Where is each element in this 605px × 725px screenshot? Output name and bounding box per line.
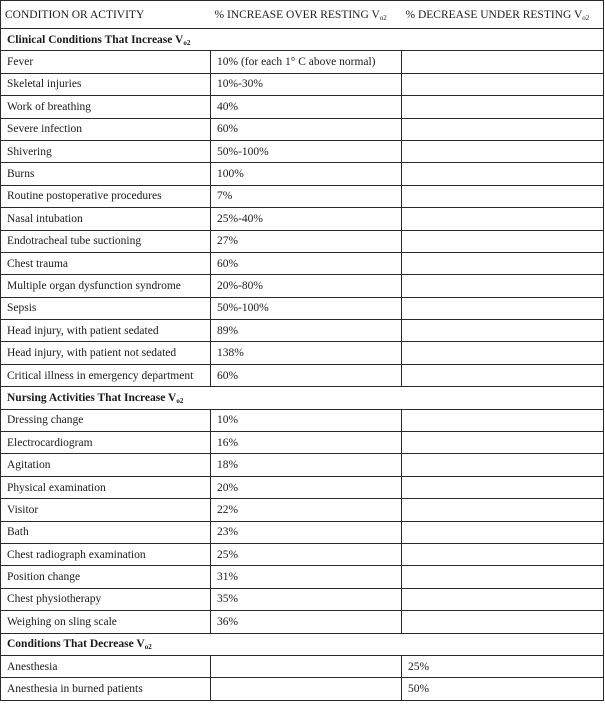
cell-decrease [402,454,604,476]
cell-increase: 22% [211,499,402,521]
cell-decrease [402,252,604,274]
table-row [1,252,604,274]
cell-increase: 20% [211,476,402,498]
table-row [1,611,604,633]
cell-increase: 50%-100% [211,297,402,319]
cell-condition: Sepsis [1,297,211,319]
table-row [1,364,604,386]
section-title [1,29,604,51]
cell-condition: Electrocardiogram [1,432,211,454]
table-row [1,73,604,95]
header-increase-label: % INCREASE OVER RESTING V [214,8,380,21]
cell-condition: Weighing on sling scale [1,611,211,633]
cell-condition: Chest radiograph examination [1,543,211,565]
cell-increase: 27% [211,230,402,252]
cell-decrease [402,51,604,73]
cell-increase: 138% [211,342,402,364]
table-row [1,275,604,297]
table-row [1,588,604,610]
cell-increase: 23% [211,521,402,543]
cell-increase [211,655,402,677]
cell-increase: 16% [211,432,402,454]
cell-decrease [402,432,604,454]
cell-decrease: 25% [402,655,604,677]
cell-decrease [402,543,604,565]
cell-decrease [402,566,604,588]
section-title-subscript: o2 [144,643,152,652]
table-body [1,29,604,701]
cell-condition: Severe infection [1,118,211,140]
table-row [1,118,604,140]
table-row [1,140,604,162]
table-row [1,566,604,588]
table-row [1,409,604,431]
cell-condition: Fever [1,51,211,73]
cell-decrease [402,73,604,95]
cell-condition: Critical illness in emergency department [1,364,211,386]
cell-condition: Work of breathing [1,96,211,118]
section-title [1,633,604,655]
table-row [1,655,604,677]
table-row [1,342,604,364]
cell-condition: Visitor [1,499,211,521]
cell-decrease [402,588,604,610]
header-decrease-subscript: o2 [582,13,590,22]
cell-condition: Head injury, with patient sedated [1,320,211,342]
header-row [1,1,604,29]
section-row [1,633,604,655]
cell-increase: 89% [211,320,402,342]
cell-condition: Burns [1,163,211,185]
table-row [1,454,604,476]
cell-condition: Routine postoperative procedures [1,185,211,207]
table-row [1,185,604,207]
cell-increase: 60% [211,252,402,274]
cell-increase: 20%-80% [211,275,402,297]
section-title-label: Conditions That Decrease V [7,638,145,651]
cell-condition: Chest physiotherapy [1,588,211,610]
cell-increase: 18% [211,454,402,476]
cell-condition: Multiple organ dysfunction syndrome [1,275,211,297]
cell-increase: 60% [211,118,402,140]
cell-condition: Dressing change [1,409,211,431]
section-row [1,29,604,51]
cell-decrease [402,163,604,185]
table-row [1,96,604,118]
cell-increase: 60% [211,364,402,386]
cell-increase: 40% [211,96,402,118]
cell-increase: 25% [211,543,402,565]
cell-decrease [402,230,604,252]
cell-decrease [402,118,604,140]
cell-condition: Skeletal injuries [1,73,211,95]
table-row [1,163,604,185]
cell-condition: Anesthesia in burned patients [1,678,211,700]
cell-decrease [402,297,604,319]
table-row [1,320,604,342]
header-increase [211,1,402,29]
table-row [1,208,604,230]
cell-increase: 35% [211,588,402,610]
table-row [1,476,604,498]
cell-decrease: 50% [402,678,604,700]
header-decrease [402,1,604,29]
cell-decrease [402,611,604,633]
section-title-label: Nursing Activities That Increase V [7,391,177,404]
cell-condition: Anesthesia [1,655,211,677]
table-row [1,678,604,700]
cell-decrease [402,476,604,498]
cell-increase: 100% [211,163,402,185]
cell-decrease [402,364,604,386]
header-condition [1,1,211,29]
table-row [1,499,604,521]
cell-increase: 36% [211,611,402,633]
section-title-subscript: o2 [176,396,184,405]
cell-condition: Chest trauma [1,252,211,274]
table-row [1,521,604,543]
cell-condition: Agitation [1,454,211,476]
cell-increase: 10%-30% [211,73,402,95]
cell-condition: Endotracheal tube suctioning [1,230,211,252]
cell-increase: 50%-100% [211,140,402,162]
cell-increase: 7% [211,185,402,207]
section-row [1,387,604,409]
cell-decrease [402,96,604,118]
cell-decrease [402,521,604,543]
cell-increase: 10% [211,409,402,431]
cell-condition: Nasal intubation [1,208,211,230]
cell-increase: 25%-40% [211,208,402,230]
table-row [1,297,604,319]
cell-increase [211,678,402,700]
section-title-subscript: o2 [183,38,191,47]
cell-condition: Head injury, with patient not sedated [1,342,211,364]
header-increase-subscript: o2 [379,13,387,22]
cell-condition: Bath [1,521,211,543]
cell-increase: 10% (for each 1° C above normal) [211,51,402,73]
cell-decrease [402,275,604,297]
section-title [1,387,604,409]
table-row [1,543,604,565]
cell-decrease [402,499,604,521]
table-row [1,230,604,252]
header-condition-label: CONDITION OR ACTIVITY [5,8,145,21]
cell-increase: 31% [211,566,402,588]
cell-decrease [402,208,604,230]
table-row [1,432,604,454]
cell-decrease [402,140,604,162]
section-title-label: Clinical Conditions That Increase V [7,33,184,46]
cell-decrease [402,409,604,431]
cell-condition: Shivering [1,140,211,162]
header-decrease-label: % DECREASE UNDER RESTING V [405,8,583,21]
cell-decrease [402,342,604,364]
cell-condition: Position change [1,566,211,588]
cell-condition: Physical examination [1,476,211,498]
table-row [1,51,604,73]
cell-decrease [402,185,604,207]
cell-decrease [402,320,604,342]
